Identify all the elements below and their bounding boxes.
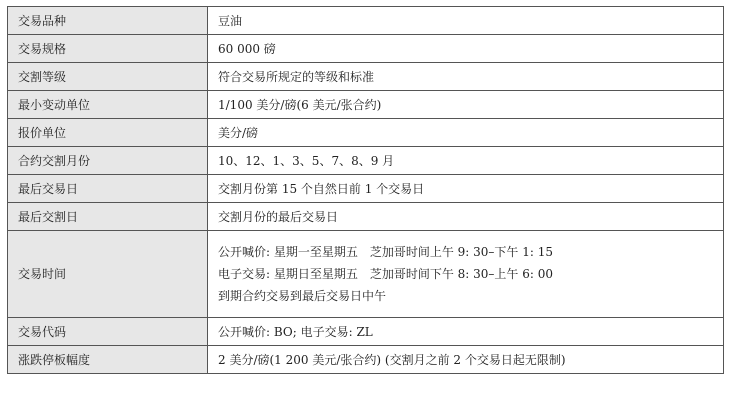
row-value: 10、12、1、3、5、7、8、9 月 xyxy=(208,147,724,175)
row-label: 交易规格 xyxy=(8,35,208,63)
row-label: 最后交易日 xyxy=(8,175,208,203)
row-value: 60 000 磅 xyxy=(208,35,724,63)
row-label: 交易代码 xyxy=(8,318,208,346)
row-label: 最后交割日 xyxy=(8,203,208,231)
row-label: 合约交割月份 xyxy=(8,147,208,175)
table-row xyxy=(8,175,724,203)
row-value: 符合交易所规定的等级和标准 xyxy=(208,63,724,91)
row-label: 交易时间 xyxy=(8,231,208,318)
table-row xyxy=(8,91,724,119)
row-value: 交割月份的最后交易日 xyxy=(208,203,724,231)
table-row xyxy=(8,7,724,35)
trading-hours-expiring: 到期合约交易到最后交易日中午 xyxy=(218,289,387,303)
table-row xyxy=(8,203,724,231)
table-row xyxy=(8,35,724,63)
row-value xyxy=(208,231,724,318)
row-label: 涨跌停板幅度 xyxy=(8,346,208,374)
table-row xyxy=(8,318,724,346)
table-row xyxy=(8,147,724,175)
table-row xyxy=(8,119,724,147)
row-label: 交易品种 xyxy=(8,7,208,35)
row-value: 豆油 xyxy=(208,7,724,35)
table-row xyxy=(8,231,724,318)
row-label: 最小变动单位 xyxy=(8,91,208,119)
row-value: 公开喊价: BO; 电子交易: ZL xyxy=(208,318,724,346)
table-row xyxy=(8,63,724,91)
trading-hours-open-outcry: 公开喊价: 星期一至星期五 芝加哥时间上午 9: 30–下午 1: 15 xyxy=(218,245,554,259)
row-value: 交割月份第 15 个自然日前 1 个交易日 xyxy=(208,175,724,203)
row-value: 1/100 美分/磅(6 美元/张合约) xyxy=(208,91,724,119)
trading-hours-electronic: 电子交易: 星期日至星期五 芝加哥时间下午 8: 30–上午 6: 00 xyxy=(218,267,554,281)
table-row xyxy=(8,346,724,374)
contract-spec-table xyxy=(7,6,724,374)
row-label: 交割等级 xyxy=(8,63,208,91)
row-label: 报价单位 xyxy=(8,119,208,147)
row-value: 2 美分/磅(1 200 美元/张合约) (交割月之前 2 个交易日起无限制) xyxy=(208,346,724,374)
row-value: 美分/磅 xyxy=(208,119,724,147)
